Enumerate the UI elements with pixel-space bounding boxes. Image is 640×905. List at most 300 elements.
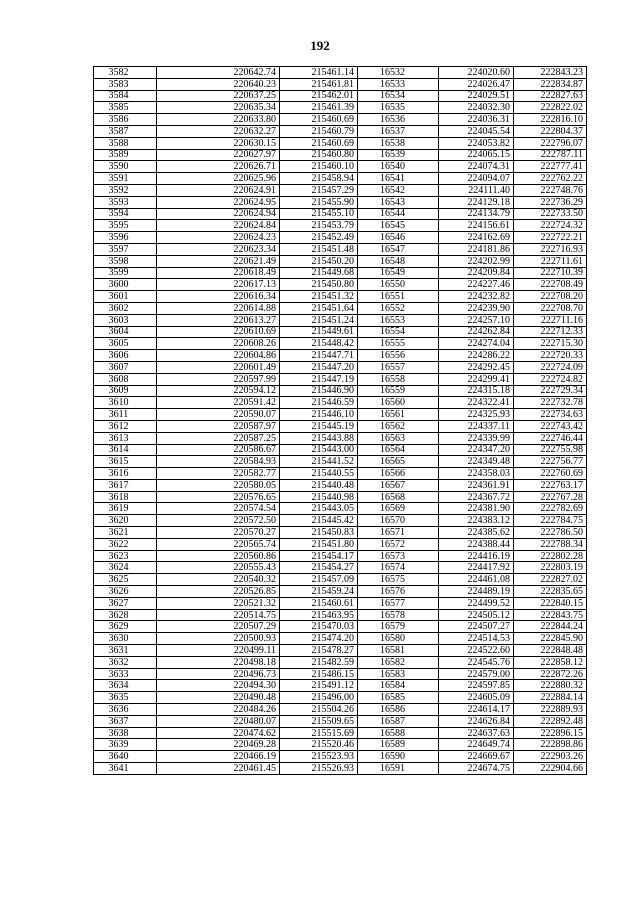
table-cell: 16572 <box>358 538 439 550</box>
table-cell: 220640.23 <box>157 78 280 90</box>
table-cell: 16591 <box>358 763 439 775</box>
table-row <box>94 692 587 704</box>
table-cell: 224129.18 <box>439 196 514 208</box>
table-cell: 16560 <box>358 397 439 409</box>
table-cell: 3640 <box>94 751 157 763</box>
table-cell: 222715.30 <box>514 338 587 350</box>
table-cell: 220617.13 <box>157 279 280 291</box>
table-row <box>94 125 587 137</box>
table-cell: 224597.85 <box>439 680 514 692</box>
table-cell: 3584 <box>94 90 157 102</box>
table-cell: 3620 <box>94 515 157 527</box>
table-cell: 3601 <box>94 291 157 303</box>
table-cell: 220632.27 <box>157 125 280 137</box>
table-cell: 215460.69 <box>280 114 358 126</box>
table-cell: 224045.54 <box>439 125 514 137</box>
table-cell: 16565 <box>358 456 439 468</box>
table-cell: 222708.20 <box>514 291 587 303</box>
table-cell: 222748.76 <box>514 184 587 196</box>
table-cell: 16539 <box>358 149 439 161</box>
table-cell: 215451.32 <box>280 291 358 303</box>
table-cell: 16567 <box>358 479 439 491</box>
table-cell: 3621 <box>94 527 157 539</box>
table-row <box>94 90 587 102</box>
table-cell: 224299.41 <box>439 373 514 385</box>
table-cell: 224026.47 <box>439 78 514 90</box>
table-cell: 215461.39 <box>280 102 358 114</box>
table-row <box>94 479 587 491</box>
table-cell: 16536 <box>358 114 439 126</box>
table-row <box>94 739 587 751</box>
table-cell: 222803.19 <box>514 562 587 574</box>
table-cell: 215461.81 <box>280 78 358 90</box>
table-cell: 215478.27 <box>280 645 358 657</box>
table-cell: 16584 <box>358 680 439 692</box>
table-cell: 215451.24 <box>280 314 358 326</box>
table-row <box>94 645 587 657</box>
table-cell: 222858.12 <box>514 656 587 668</box>
table-cell: 222786.50 <box>514 527 587 539</box>
table-cell: 3614 <box>94 444 157 456</box>
table-cell: 16538 <box>358 137 439 149</box>
table-row <box>94 267 587 279</box>
table-row <box>94 149 587 161</box>
table-cell: 3613 <box>94 432 157 444</box>
table-cell: 224381.90 <box>439 503 514 515</box>
table-cell: 3617 <box>94 479 157 491</box>
table-cell: 224074.31 <box>439 161 514 173</box>
table-row <box>94 432 587 444</box>
table-cell: 222755.98 <box>514 444 587 456</box>
table-cell: 16549 <box>358 267 439 279</box>
table-cell: 222784.75 <box>514 515 587 527</box>
table-row <box>94 409 587 421</box>
table-cell: 16550 <box>358 279 439 291</box>
table-cell: 3638 <box>94 727 157 739</box>
table-cell: 16563 <box>358 432 439 444</box>
table-cell: 215474.20 <box>280 633 358 645</box>
table-cell: 224315.18 <box>439 385 514 397</box>
table-cell: 215520.46 <box>280 739 358 751</box>
table-cell: 16552 <box>358 302 439 314</box>
table-cell: 3594 <box>94 208 157 220</box>
table-cell: 3628 <box>94 609 157 621</box>
table-cell: 222767.28 <box>514 491 587 503</box>
table-row <box>94 243 587 255</box>
table-cell: 215461.14 <box>280 67 358 79</box>
table-cell: 222729.34 <box>514 385 587 397</box>
table-cell: 215451.64 <box>280 302 358 314</box>
coordinates-table <box>93 66 587 775</box>
table-cell: 215446.10 <box>280 409 358 421</box>
table-cell: 220480.07 <box>157 715 280 727</box>
table-row <box>94 161 587 173</box>
table-cell: 16580 <box>358 633 439 645</box>
table-cell: 222782.69 <box>514 503 587 515</box>
table-cell: 3582 <box>94 67 157 79</box>
table-cell: 3599 <box>94 267 157 279</box>
table-cell: 224156.61 <box>439 220 514 232</box>
table-cell: 222733.50 <box>514 208 587 220</box>
table-row <box>94 420 587 432</box>
table-cell: 215452.49 <box>280 232 358 244</box>
table-cell: 215443.88 <box>280 432 358 444</box>
table-row <box>94 609 587 621</box>
table-cell: 220608.26 <box>157 338 280 350</box>
page-number: 192 <box>310 38 330 53</box>
table-cell: 215449.68 <box>280 267 358 279</box>
table-cell: 224257.10 <box>439 314 514 326</box>
table-cell: 215504.26 <box>280 704 358 716</box>
table-cell: 224674.75 <box>439 763 514 775</box>
table-cell: 215457.09 <box>280 574 358 586</box>
table-row <box>94 326 587 338</box>
table-cell: 215462.01 <box>280 90 358 102</box>
table-cell: 16537 <box>358 125 439 137</box>
table-row <box>94 550 587 562</box>
table-cell: 3587 <box>94 125 157 137</box>
table-row <box>94 680 587 692</box>
table-row <box>94 78 587 90</box>
table-cell: 16556 <box>358 350 439 362</box>
table-cell: 215460.80 <box>280 149 358 161</box>
table-cell: 224579.00 <box>439 668 514 680</box>
table-cell: 222708.49 <box>514 279 587 291</box>
table-cell: 220570.27 <box>157 527 280 539</box>
table-cell: 224036.31 <box>439 114 514 126</box>
table-cell: 16581 <box>358 645 439 657</box>
table-cell: 215445.42 <box>280 515 358 527</box>
table-cell: 215450.80 <box>280 279 358 291</box>
table-cell: 224416.19 <box>439 550 514 562</box>
table-cell: 222816.10 <box>514 114 587 126</box>
table-cell: 220521.32 <box>157 597 280 609</box>
table-cell: 224292.45 <box>439 361 514 373</box>
table-cell: 16574 <box>358 562 439 574</box>
table-cell: 3605 <box>94 338 157 350</box>
table-cell: 220540.32 <box>157 574 280 586</box>
table-row <box>94 562 587 574</box>
table-cell: 220604.86 <box>157 350 280 362</box>
table-cell: 3604 <box>94 326 157 338</box>
table-row <box>94 538 587 550</box>
table-cell: 3612 <box>94 420 157 432</box>
table-cell: 222788.34 <box>514 538 587 550</box>
table-cell: 215440.98 <box>280 491 358 503</box>
table-cell: 16557 <box>358 361 439 373</box>
table-cell: 222848.48 <box>514 645 587 657</box>
table-cell: 16545 <box>358 220 439 232</box>
table-cell: 3636 <box>94 704 157 716</box>
table-cell: 16573 <box>358 550 439 562</box>
table-cell: 222756.77 <box>514 456 587 468</box>
table-cell: 220500.93 <box>157 633 280 645</box>
table-cell: 215509.65 <box>280 715 358 727</box>
table-cell: 16578 <box>358 609 439 621</box>
table-cell: 16540 <box>358 161 439 173</box>
table-cell: 220586.67 <box>157 444 280 456</box>
table-cell: 16585 <box>358 692 439 704</box>
table-cell: 215443.00 <box>280 444 358 456</box>
table-cell: 3589 <box>94 149 157 161</box>
table-cell: 16562 <box>358 420 439 432</box>
table-cell: 220633.80 <box>157 114 280 126</box>
table-cell: 215443.05 <box>280 503 358 515</box>
table-cell: 220627.97 <box>157 149 280 161</box>
table-cell: 224514.53 <box>439 633 514 645</box>
table-cell: 215446.59 <box>280 397 358 409</box>
table-cell: 3637 <box>94 715 157 727</box>
table-cell: 224614.17 <box>439 704 514 716</box>
table-cell: 3629 <box>94 621 157 633</box>
table-cell: 224358.03 <box>439 468 514 480</box>
table-cell: 222762.22 <box>514 173 587 185</box>
table-cell: 222734.63 <box>514 409 587 421</box>
table-cell: 220526.85 <box>157 586 280 598</box>
table-cell: 222903.26 <box>514 751 587 763</box>
table-cell: 222787.11 <box>514 149 587 161</box>
table-row <box>94 314 587 326</box>
table-cell: 222822.02 <box>514 102 587 114</box>
table-cell: 220630.15 <box>157 137 280 149</box>
table-cell: 215463.95 <box>280 609 358 621</box>
table-cell: 220613.27 <box>157 314 280 326</box>
table-cell: 224507.27 <box>439 621 514 633</box>
table-cell: 215491.12 <box>280 680 358 692</box>
table-cell: 3583 <box>94 78 157 90</box>
table-cell: 224029.51 <box>439 90 514 102</box>
table-cell: 215447.20 <box>280 361 358 373</box>
table-cell: 222796.07 <box>514 137 587 149</box>
table-cell: 222802.28 <box>514 550 587 562</box>
table-cell: 222892.48 <box>514 715 587 727</box>
table-cell: 222708.70 <box>514 302 587 314</box>
table-cell: 220498.18 <box>157 656 280 668</box>
table-row <box>94 751 587 763</box>
table-cell: 220514.75 <box>157 609 280 621</box>
table-cell: 222904.66 <box>514 763 587 775</box>
table-cell: 222834.87 <box>514 78 587 90</box>
table-cell: 215441.52 <box>280 456 358 468</box>
table-cell: 215455.10 <box>280 208 358 220</box>
table-cell: 3624 <box>94 562 157 574</box>
table-cell: 16568 <box>358 491 439 503</box>
table-cell: 224162.69 <box>439 232 514 244</box>
table-cell: 224227.46 <box>439 279 514 291</box>
table-cell: 3586 <box>94 114 157 126</box>
table-cell: 222845.90 <box>514 633 587 645</box>
table-cell: 16575 <box>358 574 439 586</box>
table-body <box>94 67 587 775</box>
table-cell: 220594.12 <box>157 385 280 397</box>
table-cell: 220474.62 <box>157 727 280 739</box>
table-cell: 215450.20 <box>280 255 358 267</box>
table-cell: 222720.33 <box>514 350 587 362</box>
table-cell: 224337.11 <box>439 420 514 432</box>
table-cell: 215447.71 <box>280 350 358 362</box>
table-cell: 220590.07 <box>157 409 280 421</box>
table-cell: 16548 <box>358 255 439 267</box>
table-row <box>94 491 587 503</box>
table-cell: 220621.49 <box>157 255 280 267</box>
table-cell: 220624.91 <box>157 184 280 196</box>
table-cell: 3618 <box>94 491 157 503</box>
table-cell: 16588 <box>358 727 439 739</box>
table-cell: 224239.90 <box>439 302 514 314</box>
table-cell: 16569 <box>358 503 439 515</box>
table-cell: 215440.48 <box>280 479 358 491</box>
table-cell: 215440.55 <box>280 468 358 480</box>
table-cell: 222835.65 <box>514 586 587 598</box>
table-cell: 215496.00 <box>280 692 358 704</box>
table-cell: 3635 <box>94 692 157 704</box>
table-cell: 224489.19 <box>439 586 514 598</box>
table-cell: 3603 <box>94 314 157 326</box>
table-cell: 220555.43 <box>157 562 280 574</box>
table-cell: 3606 <box>94 350 157 362</box>
table-cell: 220624.23 <box>157 232 280 244</box>
table-cell: 3585 <box>94 102 157 114</box>
table-row <box>94 173 587 185</box>
table-row <box>94 279 587 291</box>
table-row <box>94 633 587 645</box>
table-row <box>94 727 587 739</box>
table-cell: 3591 <box>94 173 157 185</box>
table-cell: 222889.93 <box>514 704 587 716</box>
table-cell: 3592 <box>94 184 157 196</box>
table-cell: 16590 <box>358 751 439 763</box>
table-row <box>94 527 587 539</box>
table-cell: 224637.63 <box>439 727 514 739</box>
table-cell: 224545.76 <box>439 656 514 668</box>
table-cell: 16544 <box>358 208 439 220</box>
table-cell: 16542 <box>358 184 439 196</box>
table-cell: 220580.05 <box>157 479 280 491</box>
table-cell: 220635.34 <box>157 102 280 114</box>
table-cell: 224181.86 <box>439 243 514 255</box>
table-cell: 16582 <box>358 656 439 668</box>
table-cell: 16534 <box>358 90 439 102</box>
table-cell: 220601.49 <box>157 361 280 373</box>
table-cell: 16554 <box>358 326 439 338</box>
table-cell: 215460.10 <box>280 161 358 173</box>
table-cell: 224325.93 <box>439 409 514 421</box>
table-cell: 16535 <box>358 102 439 114</box>
table-cell: 220560.86 <box>157 550 280 562</box>
table-row <box>94 763 587 775</box>
table-cell: 220618.49 <box>157 267 280 279</box>
table-cell: 222827.63 <box>514 90 587 102</box>
table-cell: 215460.69 <box>280 137 358 149</box>
table-cell: 3626 <box>94 586 157 598</box>
table-cell: 3602 <box>94 302 157 314</box>
table-cell: 3630 <box>94 633 157 645</box>
table-cell: 220466.19 <box>157 751 280 763</box>
table-cell: 224461.08 <box>439 574 514 586</box>
table-cell: 224385.62 <box>439 527 514 539</box>
table-cell: 224134.79 <box>439 208 514 220</box>
table-cell: 215458.94 <box>280 173 358 185</box>
table-cell: 215445.19 <box>280 420 358 432</box>
table-cell: 215460.79 <box>280 125 358 137</box>
table-cell: 220582.77 <box>157 468 280 480</box>
table-cell: 16576 <box>358 586 439 598</box>
table-cell: 3639 <box>94 739 157 751</box>
table-cell: 3641 <box>94 763 157 775</box>
table-cell: 215482.59 <box>280 656 358 668</box>
table-cell: 220469.28 <box>157 739 280 751</box>
table-cell: 16551 <box>358 291 439 303</box>
table-cell: 222760.69 <box>514 468 587 480</box>
table-cell: 215455.90 <box>280 196 358 208</box>
table-cell: 215449.61 <box>280 326 358 338</box>
table-row <box>94 184 587 196</box>
table-cell: 215486.15 <box>280 668 358 680</box>
table-cell: 220591.42 <box>157 397 280 409</box>
table-cell: 3596 <box>94 232 157 244</box>
table-cell: 3625 <box>94 574 157 586</box>
table-cell: 3610 <box>94 397 157 409</box>
table-cell: 224605.09 <box>439 692 514 704</box>
table-cell: 220461.45 <box>157 763 280 775</box>
table-cell: 222843.23 <box>514 67 587 79</box>
table-cell: 220576.65 <box>157 491 280 503</box>
table-cell: 16570 <box>358 515 439 527</box>
table-cell: 224094.07 <box>439 173 514 185</box>
table-cell: 224626.84 <box>439 715 514 727</box>
table-row <box>94 208 587 220</box>
table-cell: 215470.03 <box>280 621 358 633</box>
table-row <box>94 232 587 244</box>
table-row <box>94 350 587 362</box>
table-cell: 222743.42 <box>514 420 587 432</box>
table-cell: 220610.69 <box>157 326 280 338</box>
table-cell: 222724.82 <box>514 373 587 385</box>
table-cell: 222722.21 <box>514 232 587 244</box>
table-cell: 16561 <box>358 409 439 421</box>
table-cell: 16559 <box>358 385 439 397</box>
table-cell: 222884.14 <box>514 692 587 704</box>
table-cell: 222827.02 <box>514 574 587 586</box>
table-row <box>94 397 587 409</box>
table-cell: 220572.50 <box>157 515 280 527</box>
table-cell: 222716.93 <box>514 243 587 255</box>
table-cell: 224347.20 <box>439 444 514 456</box>
table-cell: 215447.19 <box>280 373 358 385</box>
table-cell: 224065.15 <box>439 149 514 161</box>
table-cell: 224522.60 <box>439 645 514 657</box>
table-cell: 220587.97 <box>157 420 280 432</box>
table-cell: 224262.84 <box>439 326 514 338</box>
table-cell: 220484.26 <box>157 704 280 716</box>
table-row <box>94 574 587 586</box>
table-row <box>94 338 587 350</box>
table-cell: 220626.71 <box>157 161 280 173</box>
table-cell: 3608 <box>94 373 157 385</box>
table-cell: 16566 <box>358 468 439 480</box>
table-cell: 224499.52 <box>439 597 514 609</box>
table-row <box>94 255 587 267</box>
table-cell: 224322.41 <box>439 397 514 409</box>
table-row <box>94 503 587 515</box>
table-cell: 16558 <box>358 373 439 385</box>
table-cell: 224202.99 <box>439 255 514 267</box>
table-cell: 16553 <box>358 314 439 326</box>
table-cell: 222724.32 <box>514 220 587 232</box>
table-cell: 3633 <box>94 668 157 680</box>
table-row <box>94 291 587 303</box>
table-cell: 222896.15 <box>514 727 587 739</box>
